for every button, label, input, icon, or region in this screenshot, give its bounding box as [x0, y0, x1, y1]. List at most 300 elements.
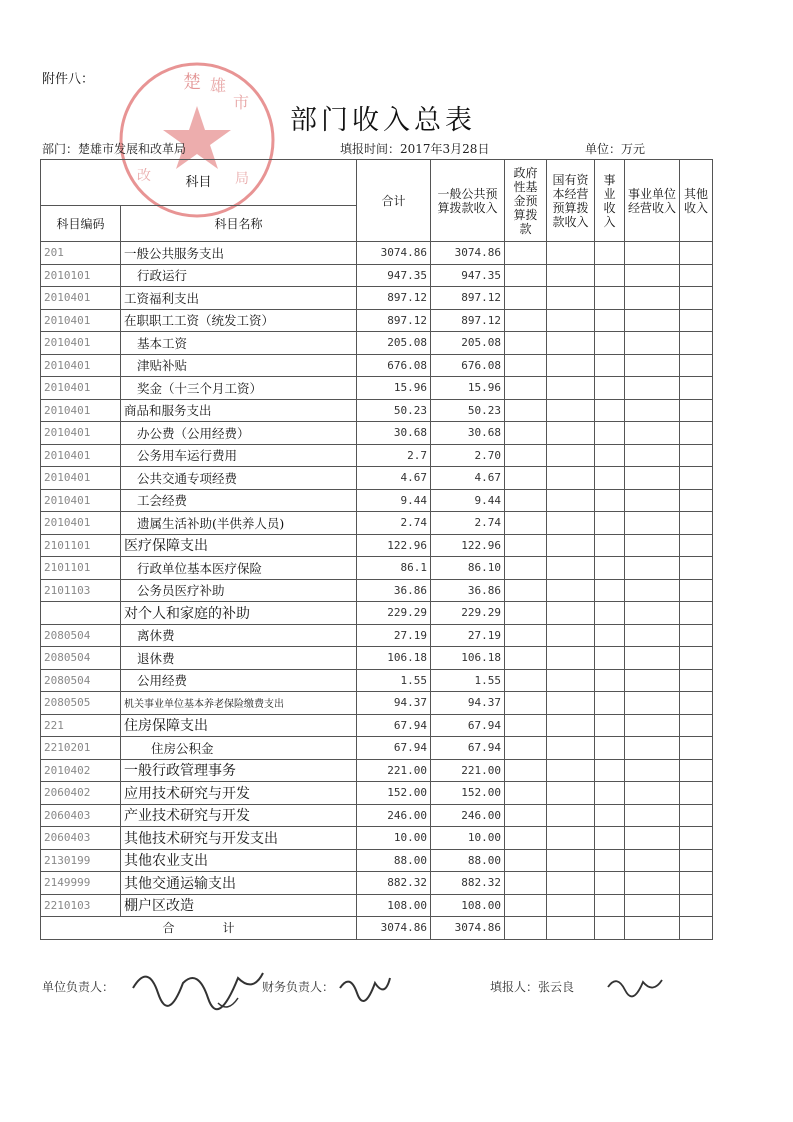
empty-cell — [625, 422, 680, 445]
empty-cell — [505, 377, 547, 400]
svg-text:雄: 雄 — [210, 76, 227, 95]
empty-cell — [680, 332, 713, 355]
empty-cell — [680, 557, 713, 580]
empty-cell — [595, 579, 625, 602]
subject-name: 医疗保障支出 — [121, 534, 357, 557]
empty-cell — [505, 827, 547, 850]
department-label: 部门：楚雄市发展和改革局 — [42, 142, 187, 156]
empty-cell — [547, 557, 595, 580]
row-total: 221.00 — [357, 759, 431, 782]
subject-name: 其他技术研究与开发支出 — [121, 827, 357, 850]
empty-cell — [547, 422, 595, 445]
empty-cell — [505, 354, 547, 377]
empty-cell — [680, 804, 713, 827]
finance-head-label: 财务负责人： — [262, 980, 335, 994]
subject-code: 2010401 — [41, 287, 121, 310]
svg-text:市: 市 — [233, 93, 250, 112]
empty-cell — [595, 714, 625, 737]
empty-cell — [595, 377, 625, 400]
row-total: 676.08 — [357, 354, 431, 377]
empty-cell — [625, 804, 680, 827]
header-subject-name: 科目名称 — [121, 206, 357, 242]
row-total: 2.7 — [357, 444, 431, 467]
row-budget: 897.12 — [431, 309, 505, 332]
row-budget: 246.00 — [431, 804, 505, 827]
empty-cell — [505, 534, 547, 557]
table-row — [41, 287, 713, 310]
row-budget: 30.68 — [431, 422, 505, 445]
empty-cell — [505, 804, 547, 827]
subject-name: 在职职工工资（统发工资） — [121, 309, 357, 332]
empty-cell — [505, 849, 547, 872]
empty-cell — [680, 287, 713, 310]
subject-code: 2080504 — [41, 647, 121, 670]
empty-cell — [625, 242, 680, 265]
empty-cell — [625, 624, 680, 647]
row-total: 88.00 — [357, 849, 431, 872]
table-row — [41, 579, 713, 602]
empty-cell — [625, 309, 680, 332]
empty-cell — [625, 669, 680, 692]
empty-cell — [680, 422, 713, 445]
empty-cell — [625, 579, 680, 602]
empty-cell — [547, 827, 595, 850]
empty-cell — [505, 894, 547, 917]
empty-cell — [680, 579, 713, 602]
total-value: 3074.86 — [357, 917, 431, 940]
row-budget: 108.00 — [431, 894, 505, 917]
subject-code: 2130199 — [41, 849, 121, 872]
empty-cell — [547, 624, 595, 647]
empty-cell — [505, 557, 547, 580]
row-total: 947.35 — [357, 264, 431, 287]
subject-name: 对个人和家庭的补助 — [121, 602, 357, 625]
empty-cell — [505, 692, 547, 715]
empty-cell — [547, 467, 595, 490]
subject-code: 2080504 — [41, 669, 121, 692]
subject-code: 2060402 — [41, 782, 121, 805]
empty-cell — [595, 242, 625, 265]
empty-cell — [595, 557, 625, 580]
table-row — [41, 422, 713, 445]
table-row — [41, 602, 713, 625]
filler-signature — [605, 972, 665, 1002]
row-total: 30.68 — [357, 422, 431, 445]
empty-cell — [595, 264, 625, 287]
empty-cell — [505, 309, 547, 332]
subject-name: 工会经费 — [121, 489, 357, 512]
empty-cell — [595, 894, 625, 917]
subject-name: 公务员医疗补助 — [121, 579, 357, 602]
subject-name: 一般行政管理事务 — [121, 759, 357, 782]
empty-cell — [680, 512, 713, 535]
subject-code: 2010401 — [41, 377, 121, 400]
empty-cell — [547, 489, 595, 512]
svg-text:改: 改 — [137, 168, 151, 184]
table-row — [41, 377, 713, 400]
empty-cell — [505, 602, 547, 625]
empty-cell — [595, 669, 625, 692]
header-subject-code: 科目编码 — [41, 206, 121, 242]
subject-code: 2010401 — [41, 309, 121, 332]
empty-cell — [505, 647, 547, 670]
subject-name: 办公费（公用经费） — [121, 422, 357, 445]
empty-cell — [595, 692, 625, 715]
subject-code: 2010402 — [41, 759, 121, 782]
empty-cell — [505, 399, 547, 422]
empty-cell — [680, 872, 713, 895]
subject-name: 住房公积金 — [121, 737, 357, 760]
subject-name: 住房保障支出 — [121, 714, 357, 737]
svg-text:楚: 楚 — [183, 72, 201, 93]
subject-code: 2101101 — [41, 534, 121, 557]
empty-cell — [505, 714, 547, 737]
subject-code: 2101103 — [41, 579, 121, 602]
empty-cell — [505, 242, 547, 265]
subject-code: 2010401 — [41, 444, 121, 467]
empty-cell — [505, 444, 547, 467]
empty-cell — [680, 264, 713, 287]
subject-code: 2010401 — [41, 467, 121, 490]
empty-cell — [505, 782, 547, 805]
subject-name: 遗属生活补助(半供养人员) — [121, 512, 357, 535]
subject-name: 其他农业支出 — [121, 849, 357, 872]
empty-cell — [680, 782, 713, 805]
empty-cell — [625, 602, 680, 625]
income-table — [40, 159, 713, 940]
row-total: 897.12 — [357, 287, 431, 310]
fill-time: 填报时间：2017年3月28日 — [340, 142, 490, 156]
row-budget: 36.86 — [431, 579, 505, 602]
empty-cell — [595, 467, 625, 490]
row-total: 882.32 — [357, 872, 431, 895]
empty-cell — [595, 782, 625, 805]
empty-cell — [595, 489, 625, 512]
empty-cell — [547, 759, 595, 782]
empty-cell — [547, 872, 595, 895]
empty-cell — [680, 849, 713, 872]
finance-head-signature — [335, 968, 395, 1008]
empty-cell — [547, 377, 595, 400]
subject-code: 2080505 — [41, 692, 121, 715]
subject-name: 工资福利支出 — [121, 287, 357, 310]
table-row — [41, 512, 713, 535]
subject-name: 产业技术研究与开发 — [121, 804, 357, 827]
subject-name: 津贴补贴 — [121, 354, 357, 377]
row-total: 94.37 — [357, 692, 431, 715]
empty-cell — [505, 579, 547, 602]
subject-code: 221 — [41, 714, 121, 737]
empty-cell — [625, 692, 680, 715]
subject-code: 2010401 — [41, 399, 121, 422]
empty-cell — [547, 714, 595, 737]
subject-code: 2010401 — [41, 354, 121, 377]
table-row — [41, 534, 713, 557]
row-budget: 122.96 — [431, 534, 505, 557]
empty-cell — [505, 287, 547, 310]
empty-cell — [680, 894, 713, 917]
empty-cell — [595, 422, 625, 445]
empty-cell — [680, 467, 713, 490]
row-budget: 4.67 — [431, 467, 505, 490]
empty-cell — [625, 782, 680, 805]
empty-cell — [505, 872, 547, 895]
empty-cell — [680, 647, 713, 670]
empty-cell — [625, 759, 680, 782]
empty-cell — [680, 692, 713, 715]
table-row — [41, 624, 713, 647]
table-row — [41, 872, 713, 895]
subject-code — [41, 602, 121, 625]
empty-cell — [595, 534, 625, 557]
empty-cell — [595, 444, 625, 467]
row-budget: 205.08 — [431, 332, 505, 355]
total-budget-value: 3074.86 — [431, 917, 505, 940]
empty-cell — [547, 849, 595, 872]
subject-code: 2010401 — [41, 422, 121, 445]
attachment-label: 附件八： — [42, 72, 95, 87]
empty-cell — [625, 534, 680, 557]
table-row — [41, 647, 713, 670]
row-budget: 1.55 — [431, 669, 505, 692]
subject-code: 2101101 — [41, 557, 121, 580]
table-row — [41, 557, 713, 580]
row-budget: 152.00 — [431, 782, 505, 805]
empty-cell — [547, 534, 595, 557]
row-budget: 3074.86 — [431, 242, 505, 265]
empty-cell — [595, 399, 625, 422]
table-row — [41, 692, 713, 715]
subject-name: 公务用车运行费用 — [121, 444, 357, 467]
empty-cell — [595, 332, 625, 355]
subject-name: 奖金（十三个月工资） — [121, 377, 357, 400]
table-row — [41, 669, 713, 692]
empty-cell — [547, 512, 595, 535]
empty-cell — [505, 264, 547, 287]
empty-cell — [595, 827, 625, 850]
empty-cell — [680, 737, 713, 760]
empty-cell — [680, 377, 713, 400]
row-total: 122.96 — [357, 534, 431, 557]
table-row — [41, 714, 713, 737]
subject-name: 棚户区改造 — [121, 894, 357, 917]
subject-code: 2210201 — [41, 737, 121, 760]
subject-code: 2010101 — [41, 264, 121, 287]
empty-cell — [505, 512, 547, 535]
filler-label: 填报人：张云良 — [490, 980, 575, 994]
subject-name: 公共交通专项经费 — [121, 467, 357, 490]
empty-cell — [625, 489, 680, 512]
empty-cell — [547, 894, 595, 917]
subject-name: 离休费 — [121, 624, 357, 647]
empty-cell — [595, 309, 625, 332]
subject-name: 行政运行 — [121, 264, 357, 287]
empty-cell — [547, 782, 595, 805]
total-row — [41, 917, 713, 940]
header-total: 合计 — [357, 160, 431, 242]
empty-cell — [547, 242, 595, 265]
empty-cell — [625, 332, 680, 355]
empty-cell — [547, 354, 595, 377]
row-total: 3074.86 — [357, 242, 431, 265]
unit-head-label: 单位负责人： — [42, 980, 115, 994]
empty-cell — [505, 332, 547, 355]
empty-cell — [547, 399, 595, 422]
subject-name: 机关事业单位基本养老保险缴费支出 — [121, 692, 357, 715]
subject-name: 基本工资 — [121, 332, 357, 355]
empty-cell — [625, 714, 680, 737]
empty-cell — [547, 692, 595, 715]
empty-cell — [595, 804, 625, 827]
row-budget: 27.19 — [431, 624, 505, 647]
subject-code: 2060403 — [41, 804, 121, 827]
table-row — [41, 309, 713, 332]
row-total: 67.94 — [357, 737, 431, 760]
row-total: 1.55 — [357, 669, 431, 692]
subject-name: 一般公共服务支出 — [121, 242, 357, 265]
empty-cell — [680, 399, 713, 422]
table-row — [41, 894, 713, 917]
empty-cell — [547, 804, 595, 827]
empty-cell — [595, 354, 625, 377]
empty-cell — [680, 309, 713, 332]
row-total: 4.67 — [357, 467, 431, 490]
row-budget: 67.94 — [431, 714, 505, 737]
table-row — [41, 354, 713, 377]
empty-cell — [625, 737, 680, 760]
empty-cell — [625, 264, 680, 287]
row-budget: 10.00 — [431, 827, 505, 850]
total-label: 合 计 — [41, 917, 357, 940]
page-title: 部门收入总表 — [290, 105, 476, 136]
empty-cell — [505, 737, 547, 760]
empty-cell — [625, 399, 680, 422]
row-total: 86.1 — [357, 557, 431, 580]
subject-code: 2149999 — [41, 872, 121, 895]
row-total: 67.94 — [357, 714, 431, 737]
empty-cell — [547, 737, 595, 760]
subject-code: 2080504 — [41, 624, 121, 647]
subject-code: 2060403 — [41, 827, 121, 850]
empty-cell — [625, 444, 680, 467]
empty-cell — [625, 894, 680, 917]
table-row — [41, 804, 713, 827]
empty-cell — [595, 737, 625, 760]
empty-cell — [505, 759, 547, 782]
header-other-income: 其他收入 — [680, 160, 713, 242]
table-row — [41, 759, 713, 782]
row-total: 9.44 — [357, 489, 431, 512]
row-budget: 947.35 — [431, 264, 505, 287]
subject-name: 商品和服务支出 — [121, 399, 357, 422]
empty-cell — [680, 827, 713, 850]
row-budget: 94.37 — [431, 692, 505, 715]
empty-cell — [595, 849, 625, 872]
row-total: 152.00 — [357, 782, 431, 805]
table-row — [41, 849, 713, 872]
empty-cell — [625, 827, 680, 850]
row-budget: 882.32 — [431, 872, 505, 895]
empty-cell — [505, 467, 547, 490]
empty-cell — [680, 489, 713, 512]
subject-code: 201 — [41, 242, 121, 265]
row-budget: 88.00 — [431, 849, 505, 872]
empty-cell — [505, 669, 547, 692]
empty-cell — [625, 557, 680, 580]
empty-cell — [680, 354, 713, 377]
row-budget: 67.94 — [431, 737, 505, 760]
empty-cell — [625, 512, 680, 535]
row-budget: 221.00 — [431, 759, 505, 782]
subject-name: 退休费 — [121, 647, 357, 670]
row-budget: 897.12 — [431, 287, 505, 310]
row-total: 27.19 — [357, 624, 431, 647]
empty-cell — [680, 534, 713, 557]
empty-cell — [680, 759, 713, 782]
row-total: 205.08 — [357, 332, 431, 355]
empty-cell — [595, 602, 625, 625]
unit-label: 单位：万元 — [585, 142, 646, 156]
row-budget: 676.08 — [431, 354, 505, 377]
subject-code: 2010401 — [41, 489, 121, 512]
row-budget: 229.29 — [431, 602, 505, 625]
subject-name: 公用经费 — [121, 669, 357, 692]
empty-cell — [595, 647, 625, 670]
row-total: 229.29 — [357, 602, 431, 625]
empty-cell — [547, 669, 595, 692]
empty-cell — [547, 309, 595, 332]
empty-cell — [505, 624, 547, 647]
svg-text:局: 局 — [235, 171, 249, 187]
row-budget: 50.23 — [431, 399, 505, 422]
empty-cell — [595, 624, 625, 647]
empty-cell — [680, 444, 713, 467]
table-row — [41, 467, 713, 490]
empty-cell — [680, 669, 713, 692]
header-state-capital: 国有资本经营预算拨款收入 — [547, 160, 595, 242]
row-total: 15.96 — [357, 377, 431, 400]
table-row — [41, 782, 713, 805]
empty-cell — [505, 489, 547, 512]
header-general-budget: 一般公共预算拨款收入 — [431, 160, 505, 242]
row-total: 106.18 — [357, 647, 431, 670]
subject-code: 2210103 — [41, 894, 121, 917]
table-row — [41, 332, 713, 355]
empty-cell — [547, 444, 595, 467]
row-total: 108.00 — [357, 894, 431, 917]
empty-cell — [680, 242, 713, 265]
subject-name: 其他交通运输支出 — [121, 872, 357, 895]
subject-code: 2010401 — [41, 332, 121, 355]
subject-name: 应用技术研究与开发 — [121, 782, 357, 805]
empty-cell — [505, 422, 547, 445]
empty-cell — [547, 579, 595, 602]
empty-cell — [625, 377, 680, 400]
row-budget: 9.44 — [431, 489, 505, 512]
empty-cell — [625, 467, 680, 490]
empty-cell — [625, 872, 680, 895]
empty-cell — [547, 647, 595, 670]
row-total: 10.00 — [357, 827, 431, 850]
table-row — [41, 264, 713, 287]
empty-cell — [680, 602, 713, 625]
header-business-income: 事业收入 — [595, 160, 625, 242]
table-row — [41, 242, 713, 265]
empty-cell — [547, 264, 595, 287]
table-row — [41, 737, 713, 760]
table-row — [41, 444, 713, 467]
header-subject: 科目 — [41, 160, 357, 206]
